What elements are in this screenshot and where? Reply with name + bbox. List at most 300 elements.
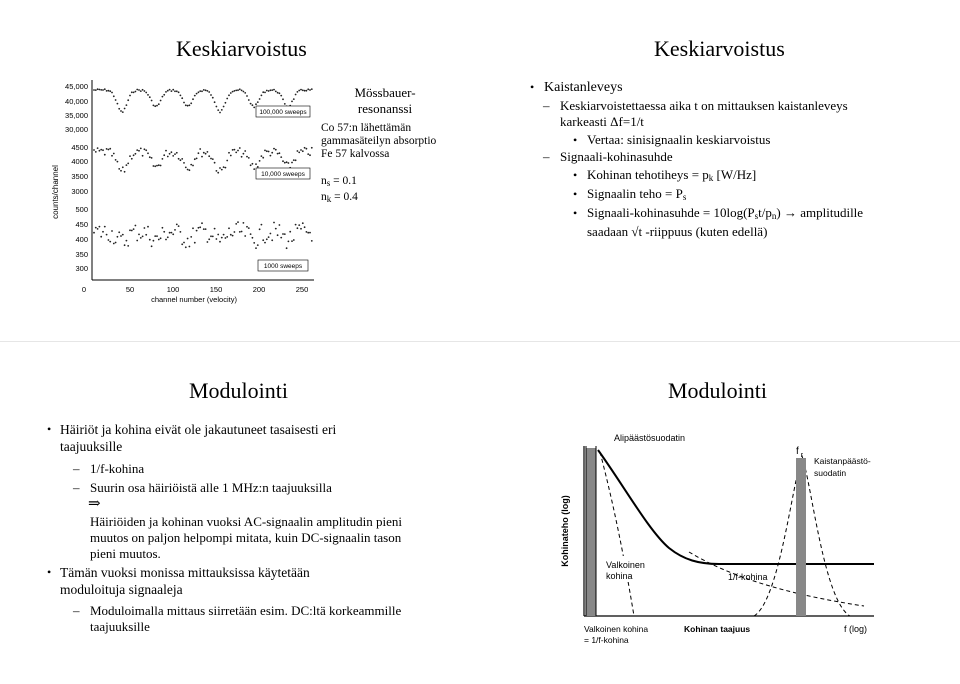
slide-1 (0, 0, 480, 342)
spectrum-point (169, 89, 171, 91)
spectrum-point (192, 227, 194, 229)
slide-3 (0, 342, 480, 684)
spectrum-point (95, 89, 97, 91)
spectrum-point (223, 166, 225, 168)
spectrum-point (271, 239, 273, 241)
spectrum-point (216, 238, 218, 240)
ns-param: $n_s = 0.1$ (321, 175, 357, 188)
bullet-dot-icon: • (47, 565, 52, 579)
lowpass-label: Alipäästösuodatin (614, 433, 686, 443)
spectrum-point (138, 89, 140, 91)
spectrum-point (151, 245, 153, 247)
spectrum-point (176, 90, 178, 92)
bullet-noise-density: • Kohinan tehotiheys = $p_k$ [W/Hz] (573, 167, 757, 183)
mossbauer-figure (44, 72, 324, 312)
spectrum-point (95, 227, 97, 229)
spectrum-point (113, 243, 115, 245)
spectrum-point (212, 97, 214, 99)
spectrum-point (115, 159, 117, 161)
spectrum-point (189, 246, 191, 248)
spectrum-point (237, 89, 239, 91)
spectrum-point (252, 104, 254, 106)
spectrum-point (203, 228, 205, 230)
spectrum-point (306, 90, 308, 92)
spectrum-point (207, 90, 209, 92)
spectrum-point (253, 168, 255, 170)
spectrum-point (298, 224, 300, 226)
spectrum-point (284, 233, 286, 235)
white-noise-label: Valkoinen (606, 560, 645, 570)
spectrum-point (288, 162, 290, 164)
spectrum-point (273, 148, 275, 150)
spectrum-point (106, 234, 108, 236)
spectrum-point (243, 91, 245, 93)
spectrum-point (311, 88, 313, 90)
spectrum-point (145, 92, 147, 94)
spectrum-point (104, 88, 106, 90)
spectrum-point (192, 165, 194, 167)
bullet-modulated: • Tämän vuoksi monissa mittauksissa käytetään moduloituja signaaleja (47, 565, 310, 597)
spectrum-point (210, 94, 212, 96)
spectrum-point (291, 101, 293, 103)
spectrum-point (162, 227, 164, 229)
spectrum-point (153, 165, 155, 167)
spectrum-point (311, 147, 313, 149)
spectrum-point (187, 238, 189, 240)
spectrum-point (129, 229, 131, 231)
spectrum-point (120, 110, 122, 112)
spectrum-point (122, 111, 124, 113)
spectrum-point (261, 155, 263, 157)
spectrum-point (241, 156, 243, 158)
spectrum-point (113, 153, 115, 155)
spectrum-point (156, 165, 158, 167)
nk-param: $n_k = 0.4$ (321, 191, 358, 204)
spectrum-point (99, 226, 101, 228)
spectrum-point (304, 90, 306, 92)
spectrum-point (268, 90, 270, 92)
one-over-f-label: 1/f-kohina (728, 572, 768, 582)
noise-spectrum-figure (554, 426, 884, 666)
spectrum-point (235, 90, 237, 92)
spectrum-point (252, 237, 254, 239)
spectrum-point (282, 98, 284, 100)
spectrum-point (111, 155, 113, 157)
spectrum-point (257, 166, 259, 168)
spectrum-point (108, 90, 110, 92)
bullet-signal-power: • Signaalin teho = $P_s$ (573, 186, 687, 202)
spectrum-point (306, 148, 308, 150)
spectrum-point (262, 157, 264, 159)
bullet-dot-icon: • (573, 168, 578, 182)
spectrum-point (129, 155, 131, 157)
slide-3-title: Modulointi (189, 378, 289, 403)
spectrum-point (255, 103, 257, 105)
spectrum-point (93, 149, 95, 151)
spectrum-point (270, 89, 272, 91)
y-tick-label: 350 (75, 250, 88, 259)
spectrum-point (270, 233, 272, 235)
spectrum-point (239, 231, 241, 233)
spectrum-point (151, 100, 153, 102)
spectrum-point (246, 95, 248, 97)
spectrum-point (144, 227, 146, 229)
spectrum-point (117, 103, 119, 105)
spectrum-point (214, 228, 216, 230)
spectrum-point (185, 104, 187, 106)
spectrum-point (208, 155, 210, 157)
spectrum-point (284, 103, 286, 105)
spectrum-point (277, 234, 279, 236)
spectrum-point (129, 95, 131, 97)
spectrum-point (198, 152, 200, 154)
spectrum-point (297, 91, 299, 93)
spectrum-point (250, 103, 252, 105)
spectrum-point (275, 91, 277, 93)
lowpass-filter-band (586, 448, 596, 616)
spectrum-point (219, 241, 221, 243)
y-tick-label: 300 (75, 264, 88, 273)
spectrum-point (126, 240, 128, 242)
spectrum-point (115, 99, 117, 101)
caption-line: resonanssi (357, 101, 413, 116)
spectrum-point (109, 148, 111, 150)
spectrum-point (268, 236, 270, 238)
spectrum-point (147, 226, 149, 228)
spectrum-point (124, 244, 126, 246)
spectrum-point (297, 227, 299, 229)
spectrum-point (189, 169, 191, 171)
spectrum-point (140, 90, 142, 92)
spectrum-point (183, 162, 185, 164)
spectrum-point (108, 239, 110, 241)
spectrum-point (118, 108, 120, 110)
spectrum-point (181, 158, 183, 160)
spectrum-point (284, 162, 286, 164)
spectrum-point (235, 152, 237, 154)
slide-4-title: Modulointi (668, 378, 768, 403)
x-tick-label: 50 (125, 285, 135, 294)
y-tick-labels (65, 82, 88, 273)
caption-line: Co 57:n lähettämän (321, 122, 412, 134)
spectrum-point (135, 153, 137, 155)
spectrum-point (230, 234, 232, 236)
spectrum-point (264, 242, 266, 244)
bandpass-label: Kaistanpäästö- (814, 456, 871, 466)
spectrum-point (271, 89, 273, 91)
dash-one-over-f: – 1/f-kohina (73, 461, 145, 476)
y-tick-label: 4000 (71, 157, 88, 166)
dash-icon: – (73, 603, 80, 618)
spectrum-point (234, 231, 236, 233)
dash-icon: – (543, 149, 550, 164)
spectrum-point (243, 222, 245, 224)
spectrum-point (279, 224, 281, 226)
spectrum-point (230, 155, 232, 157)
spectrum-point (230, 92, 232, 94)
spectrum-point (160, 100, 162, 102)
spectrum-point (282, 233, 284, 235)
spectrum-point (248, 227, 250, 229)
spectrum-point (118, 231, 120, 233)
footer-label: Valkoinen kohina (584, 624, 649, 634)
spectrum-point (99, 89, 101, 91)
spectrum-point (149, 156, 151, 158)
spectrum-point (100, 236, 102, 238)
footer-label: = 1/f-kohina (584, 635, 629, 645)
spectrum-point (144, 148, 146, 150)
spectrum-point (234, 149, 236, 151)
spectrum-point (145, 234, 147, 236)
bullet-dot-icon: • (573, 187, 578, 201)
x-tick-label: 250 (295, 285, 309, 294)
spectrum-point (309, 232, 311, 234)
spectrum-point (225, 102, 227, 104)
spectrum-point (93, 232, 95, 234)
spectrum-point (154, 235, 156, 237)
dash-averaging-time: – Keskiarvoistettaessa aika t on mittauksen kaistanleveys karkeasti Δf=1/t (543, 98, 848, 129)
spectrum-point (205, 89, 207, 91)
dash-modulation-shift: – Moduloimalla mittaus siirretään esim. DC:ltä korkeammille taajuuksille (73, 603, 402, 634)
spectrum-point (180, 95, 182, 97)
spectrum-point (280, 156, 282, 158)
spectrum-point (217, 109, 219, 111)
spectrum-point (167, 156, 169, 158)
spectrum-point (259, 160, 261, 162)
spectrum-point (311, 240, 313, 242)
spectrum-point (248, 157, 250, 159)
spectrum-point (167, 90, 169, 92)
y-tick-label: 4500 (71, 143, 88, 152)
spectrum-point (154, 105, 156, 107)
spectrum-point (228, 152, 230, 154)
caption-line: Fe 57 kalvossa (321, 148, 390, 160)
spectrum-point (153, 105, 155, 107)
spectrum-point (216, 170, 218, 172)
spectrum-point (108, 149, 110, 151)
spectrum-point (178, 158, 180, 160)
x-tick-label: 200 (252, 285, 266, 294)
spectrum-point (304, 226, 306, 228)
spectrum-point (187, 169, 189, 171)
spectrum-point (273, 222, 275, 224)
slide-2 (480, 0, 960, 342)
spectrum-point (97, 147, 99, 149)
spectrum-point (95, 151, 97, 153)
y-tick-label: 3500 (71, 172, 88, 181)
spectrum-point (241, 231, 243, 233)
spectrum-point (297, 150, 299, 152)
white-noise-label: kohina (606, 571, 633, 581)
sweep-label: 10,000 sweeps (261, 171, 305, 178)
spectrum-point (199, 148, 201, 150)
spectrum-point (300, 228, 302, 230)
spectrum-point (111, 92, 113, 94)
spectrum-point (291, 240, 293, 242)
spectrum-point (221, 169, 223, 171)
spectrum-point (207, 151, 209, 153)
spectrum-point (217, 234, 219, 236)
spectrum-point (255, 247, 257, 249)
spectrum-point (244, 235, 246, 237)
x-tick-labels (82, 285, 308, 294)
spectrum-point (127, 163, 129, 165)
spectrum-point (307, 232, 309, 234)
spectrum-point (156, 105, 158, 107)
spectrum-point (122, 234, 124, 236)
bullet-bandwidth: • Kaistanleveys (530, 80, 623, 95)
spectrum-point (235, 223, 237, 225)
spectrum-point (156, 235, 158, 237)
spectrum-point (154, 165, 156, 167)
caption-line: Mössbauer- (354, 85, 416, 100)
spectrum-point (140, 148, 142, 150)
y-axis-label: counts/channel (51, 165, 60, 219)
spectrum-point (190, 164, 192, 166)
spectrum-point (133, 154, 135, 156)
spectrum-point (225, 167, 227, 169)
spectrum-point (216, 106, 218, 108)
spectrum-point (194, 158, 196, 160)
spectrum-point (203, 152, 205, 154)
spectrum-point (295, 224, 297, 226)
spectrum-point (239, 88, 241, 90)
bullet-snr-formula: • Signaali-kohinasuhde = $10\log(P_st/p_n)$ → amplitudille saadaan √t -riippuus (kuten edellä) (573, 205, 864, 239)
spectrum-point (232, 91, 234, 93)
spectrum-point (140, 237, 142, 239)
spectrum-point (203, 89, 205, 91)
spectrum-point (252, 163, 254, 165)
spectrum-point (117, 161, 119, 163)
spectrum-point (165, 150, 167, 152)
spectrum-point (293, 98, 295, 100)
spectrum-point (277, 153, 279, 155)
spectrum-point (185, 246, 187, 248)
spectrum-point (262, 239, 264, 241)
spectrum-point (228, 94, 230, 96)
spectrum-point (214, 101, 216, 103)
spectrum-point (244, 150, 246, 152)
spectrum-point (127, 245, 129, 247)
bullet-dot-icon: • (47, 422, 52, 436)
y-axis-label: Kohinateho (log) (560, 495, 570, 567)
spectrum-point (100, 149, 102, 151)
spectrum-point (124, 108, 126, 110)
bandpass-filter-band (796, 458, 806, 616)
spectrum-point (273, 89, 275, 91)
spectrum-point (208, 238, 210, 240)
spectrum-point (124, 171, 126, 173)
spectrum-point (248, 99, 250, 101)
spectrum-point (181, 97, 183, 99)
spectrum-point (257, 101, 259, 103)
x-axis-label: channel number (velocity) (151, 295, 237, 304)
spectrum-point (171, 151, 173, 153)
spectrum-point (181, 243, 183, 245)
spectrum-point (250, 164, 252, 166)
spectrum-point (126, 164, 128, 166)
spectrum-point (142, 236, 144, 238)
y-tick-label: 35,000 (65, 111, 88, 120)
spectrum-point (172, 155, 174, 157)
dash-icon: – (73, 480, 80, 495)
spectrum-point (169, 232, 171, 234)
spectrum-point (109, 241, 111, 243)
spectrum-point (300, 149, 302, 151)
spectrum-point (228, 227, 230, 229)
absorption-caption (321, 122, 436, 161)
spectrum-point (219, 167, 221, 169)
caption-line: gammasäteilyn absorptio (321, 135, 437, 147)
spectrum-point (205, 153, 207, 155)
spectrum-point (291, 162, 293, 164)
spectrum-point (275, 149, 277, 151)
spectrum-point (104, 154, 106, 156)
spectrum-point (147, 94, 149, 96)
spectrum-point (160, 165, 162, 167)
spectrum-point (167, 236, 169, 238)
spectrum-point (126, 104, 128, 106)
spectrum-point (135, 91, 137, 93)
one-over-f-dashed (689, 552, 864, 606)
spectrum-point (102, 149, 104, 151)
spectrum-point (298, 90, 300, 92)
spectrum-point (97, 88, 99, 90)
spectrum-point (180, 231, 182, 233)
bullet-sine-compare: • Vertaa: sinisignaalin keskiarvoistus (573, 132, 771, 147)
spectrum-point (138, 234, 140, 236)
spectrum-point (142, 89, 144, 91)
spectrum-point (300, 89, 302, 91)
spectrum-point (174, 90, 176, 92)
slide-1-title: Keskiarvoistus (176, 36, 307, 61)
spectrum-point (120, 170, 122, 172)
spectrum-point (183, 102, 185, 104)
y-tick-label: 40,000 (65, 97, 88, 106)
spectrum-point (158, 239, 160, 241)
bullet-dot-icon: • (573, 133, 578, 147)
spectrum-point (259, 228, 261, 230)
spectrum-point (113, 95, 115, 97)
spectrum-point (180, 159, 182, 161)
bullet-interference: • Häiriöt ja kohina eivät ole jakautuneet tasaisesti eri taajuuksille (47, 422, 337, 454)
spectrum-point (106, 90, 108, 92)
spectrum-point (189, 104, 191, 106)
spectrum-point (266, 90, 268, 92)
slide-2-title: Keskiarvoistus (654, 36, 785, 61)
spectrum-point (226, 98, 228, 100)
spectrum-point (192, 98, 194, 100)
spectrum-point (172, 89, 174, 91)
spectrum-point (199, 90, 201, 92)
spectrum-point (266, 150, 268, 152)
spectrum-point (253, 107, 255, 109)
y-tick-label: 3000 (71, 187, 88, 196)
spectrum-point (163, 94, 165, 96)
spectrum-point (131, 230, 133, 232)
spectrum-point (201, 222, 203, 224)
sweep-label: 100,000 sweeps (259, 109, 307, 116)
spectrum-point (221, 237, 223, 239)
spectrum-point (264, 92, 266, 94)
spectrum-point (102, 231, 104, 233)
spectrum-point (149, 239, 151, 241)
bullet-dot-icon: • (530, 80, 535, 94)
spectrum-point (266, 238, 268, 240)
spectrum-point (302, 222, 304, 224)
spectrum-point (280, 95, 282, 97)
y-tick-label: 450 (75, 220, 88, 229)
